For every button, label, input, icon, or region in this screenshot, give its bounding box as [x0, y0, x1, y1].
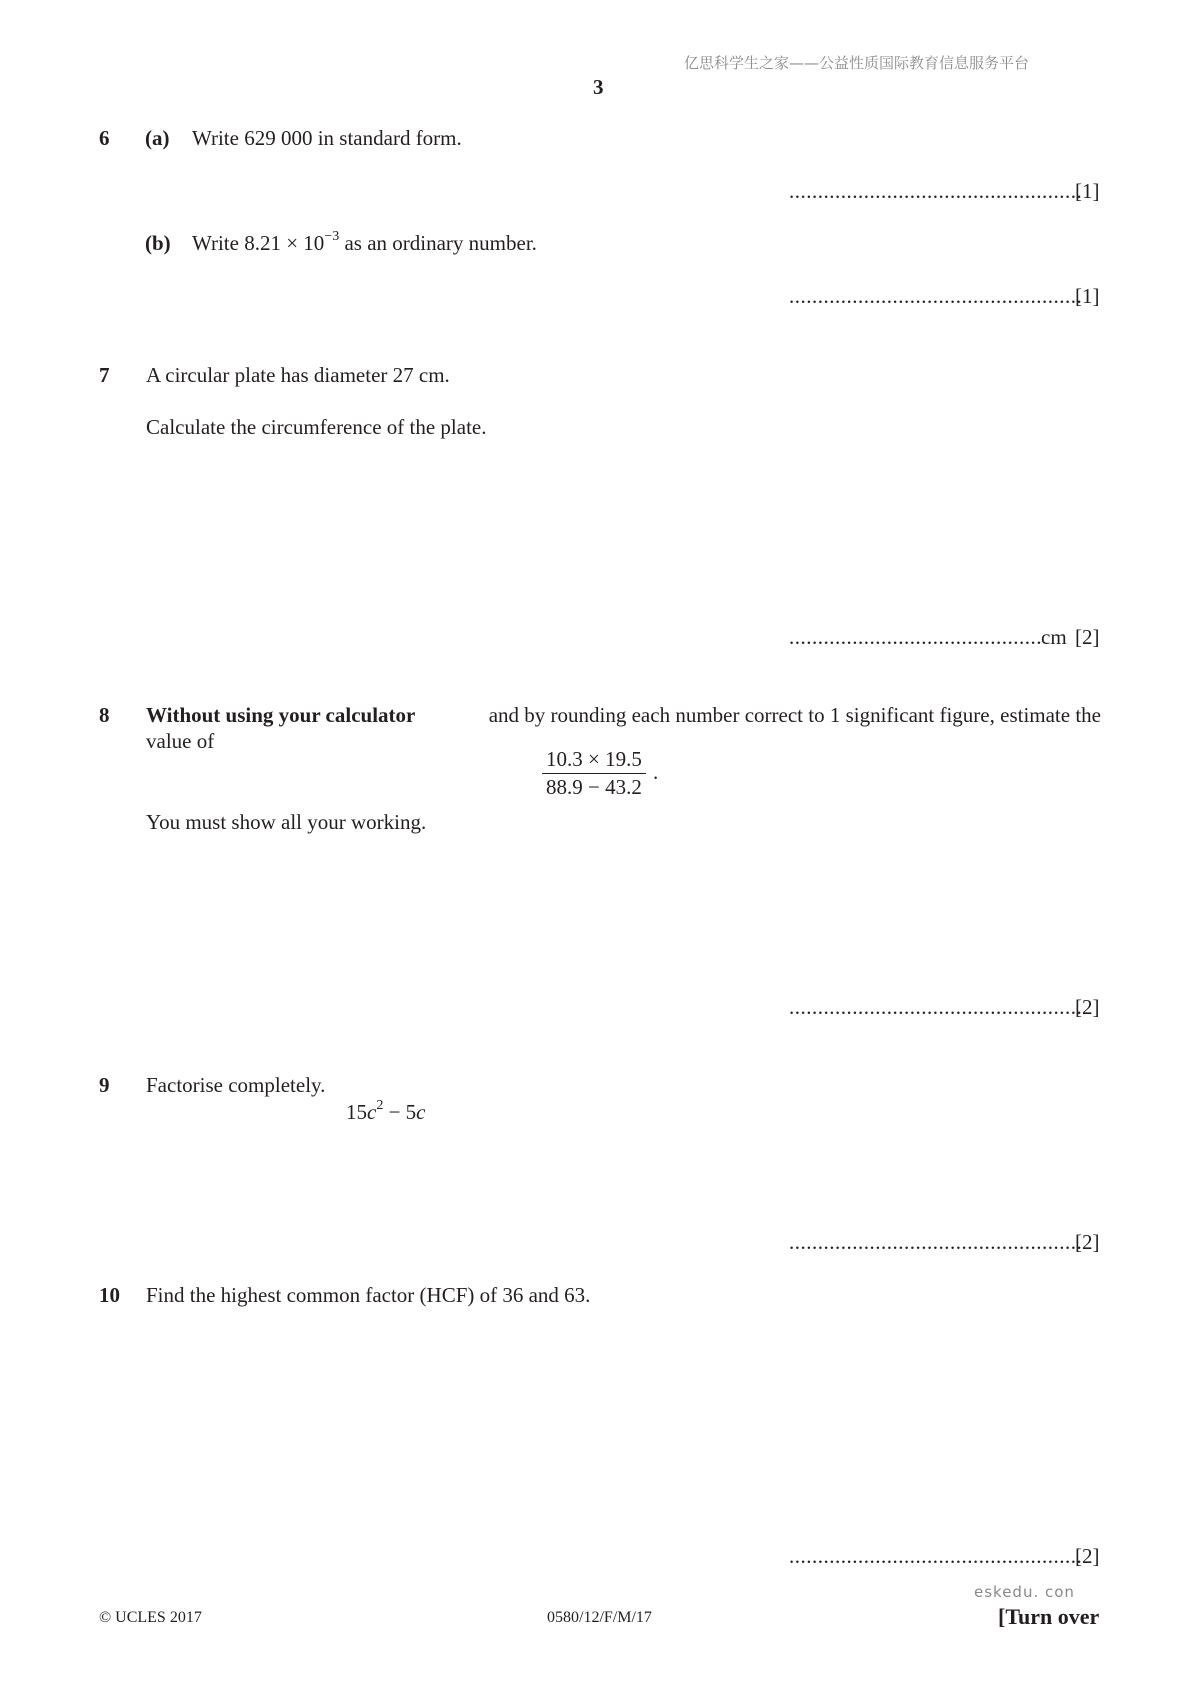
question-10-text: Find the highest common factor (HCF) of 36 and 63. — [146, 1283, 591, 1307]
answer-line-6a[interactable]: ................................................... — [789, 179, 1083, 203]
question-8-instruction: You must show all your working. — [146, 810, 427, 834]
marks-10: [2] — [1075, 1544, 1100, 1568]
marks-6b: [1] — [1075, 284, 1100, 308]
question-9-text: Factorise completely. — [146, 1073, 326, 1097]
expression-9 — [346, 1098, 426, 1124]
question-number-7: 7 — [99, 363, 110, 387]
question-8-line1 — [146, 705, 1101, 726]
question-6b-exponent: −3 — [324, 229, 340, 244]
question-6a-text: Write 629 000 in standard form. — [192, 126, 462, 150]
watermark-footer: eskedu. con — [974, 1583, 1075, 1601]
marks-6a: [1] — [1075, 179, 1100, 203]
expression-9-minus: − 5 — [383, 1100, 417, 1124]
unit-7: cm — [1041, 625, 1067, 649]
question-6b-text-after: as an ordinary number. — [339, 231, 537, 255]
fraction-numerator: 10.3 × 19.5 — [542, 749, 646, 774]
footer-copyright: © UCLES 2017 — [99, 1609, 202, 1626]
question-8-line2: value of — [146, 729, 215, 753]
footer-paper-code: 0580/12/F/M/17 — [547, 1609, 652, 1626]
fraction-period: . — [653, 760, 659, 784]
answer-line-9[interactable]: ................................................... — [789, 1230, 1083, 1254]
marks-9: [2] — [1075, 1230, 1100, 1254]
answer-line-6b[interactable]: ................................................... — [789, 284, 1083, 308]
question-number-8: 8 — [99, 703, 110, 727]
marks-8: [2] — [1075, 995, 1100, 1019]
question-7-line1: A circular plate has diameter 27 cm. — [146, 363, 450, 387]
marks-7: [2] — [1075, 625, 1100, 649]
question-6b-text — [192, 229, 537, 255]
expression-9-coef: 15 — [346, 1100, 367, 1124]
page-number: 3 — [593, 75, 604, 99]
expression-9-var: c — [367, 1100, 377, 1124]
fraction-expression — [542, 749, 646, 798]
expression-9-var2: c — [416, 1100, 426, 1124]
fraction-denominator: 88.9 − 43.2 — [546, 775, 642, 799]
answer-line-8[interactable]: ................................................... — [789, 995, 1083, 1019]
question-6b-text-before: Write 8.21 × 10 — [192, 231, 325, 255]
turn-over-label: [Turn over — [998, 1604, 1100, 1629]
question-8-bold-text: Without using your calculator — [146, 703, 416, 727]
question-number-6: 6 — [99, 126, 110, 150]
part-label-6a: (a) — [145, 126, 170, 150]
answer-line-10[interactable]: ................................................... — [789, 1544, 1083, 1568]
answer-line-7[interactable]: ............................................ — [789, 625, 1042, 649]
question-7-line2: Calculate the circumference of the plate. — [146, 415, 487, 439]
part-label-6b: (b) — [145, 231, 171, 255]
question-number-9: 9 — [99, 1073, 110, 1097]
expression-9-exponent: 2 — [376, 1098, 384, 1113]
watermark-header: 亿思科学生之家——公益性质国际教育信息服务平台 — [684, 54, 1030, 72]
question-number-10: 10 — [99, 1283, 120, 1307]
question-8-rest-text: and by rounding each number correct to 1 significant figure, estimate the — [488, 703, 1101, 727]
